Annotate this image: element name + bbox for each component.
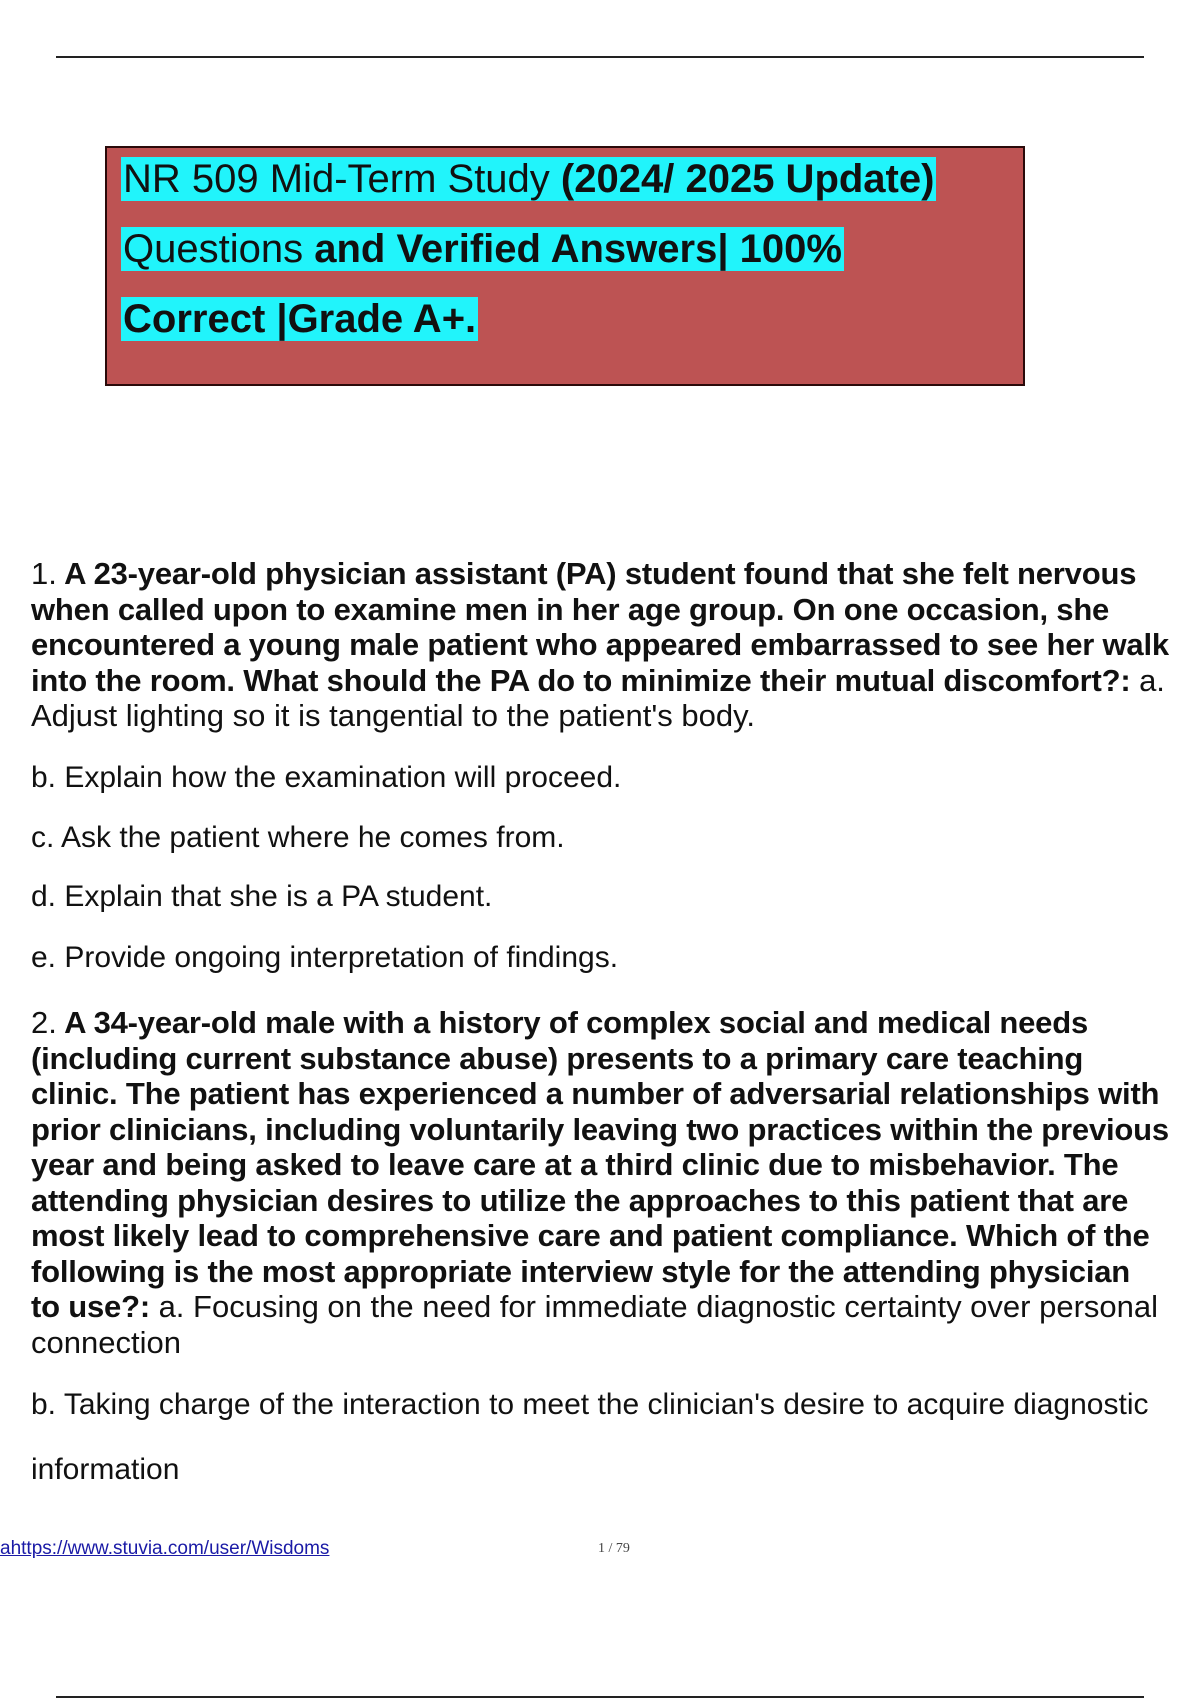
question-1 <box>31 556 1200 734</box>
source-link[interactable]: ahttps://www.stuvia.com/user/Wisdoms <box>0 1538 330 1559</box>
question-1-line-4: into the room. What should the PA do to minimize their mutual discomfort?: a. <box>31 662 1165 698</box>
question-2-line-7: most likely lead to comprehensive care and patient compliance. Which of the <box>31 1218 1150 1253</box>
title-line-3: Correct |Grade A+. <box>123 297 477 341</box>
top-rule <box>56 56 1144 58</box>
option-b-continued: information <box>31 1453 180 1486</box>
title-line-2: Questions and Verified Answers| 100% <box>123 227 842 271</box>
question-2-line-1: 2. A 34-year-old male with a history of complex social and medical needs <box>31 1005 1089 1040</box>
question-2-line-4: prior clinicians, including voluntarily leaving two practices within the previous <box>31 1111 1169 1147</box>
question-2-line-6: attending physician desires to utilize the approaches to this patient that are <box>31 1182 1129 1218</box>
bottom-rule <box>56 1696 1144 1698</box>
question-2-line-3: clinic. The patient has experienced a number of adversarial relationships with <box>31 1076 1160 1111</box>
question-1-line-2: when called upon to examine men in her age group. On one occasion, she <box>31 591 1110 627</box>
option-b: b. Taking charge of the interaction to meet the clinician's desire to acquire diagnostic <box>31 1388 1149 1421</box>
question-1-line-1: 1. A 23-year-old physician assistant (PA) student found that she felt nervous <box>31 556 1137 591</box>
question-2-line-5: year and being asked to leave care at a third clinic due to misbehavior. The <box>31 1147 1119 1182</box>
title-box <box>105 146 1025 386</box>
option-d: d. Explain that she is a PA student. <box>31 880 493 913</box>
title-line-1: NR 509 Mid-Term Study (2024/ 2025 Update) <box>123 157 935 201</box>
question-number: 1. <box>31 556 57 591</box>
question-number: 2. <box>31 1005 57 1040</box>
question-2-line-2: (including current substance abuse) presents to a primary care teaching <box>31 1040 1084 1076</box>
question-2 <box>31 1005 1200 1360</box>
option-e: e. Provide ongoing interpretation of findings. <box>31 941 619 974</box>
answer-a-continued: connection <box>31 1324 181 1360</box>
answer-a-continued: Adjust lighting so it is tangential to the patient's body. <box>31 698 755 733</box>
page-number: 1 / 79 <box>598 1541 630 1556</box>
question-2-line-8: following is the most appropriate interview style for the attending physician <box>31 1253 1131 1289</box>
question-1-line-3: encountered a young male patient who appeared embarrassed to see her walk <box>31 627 1169 662</box>
question-2-line-9: to use?: a. Focusing on the need for immediate diagnostic certainty over personal <box>31 1289 1159 1324</box>
option-c: c. Ask the patient where he comes from. <box>31 821 565 854</box>
option-b: b. Explain how the examination will proceed. <box>31 761 622 794</box>
